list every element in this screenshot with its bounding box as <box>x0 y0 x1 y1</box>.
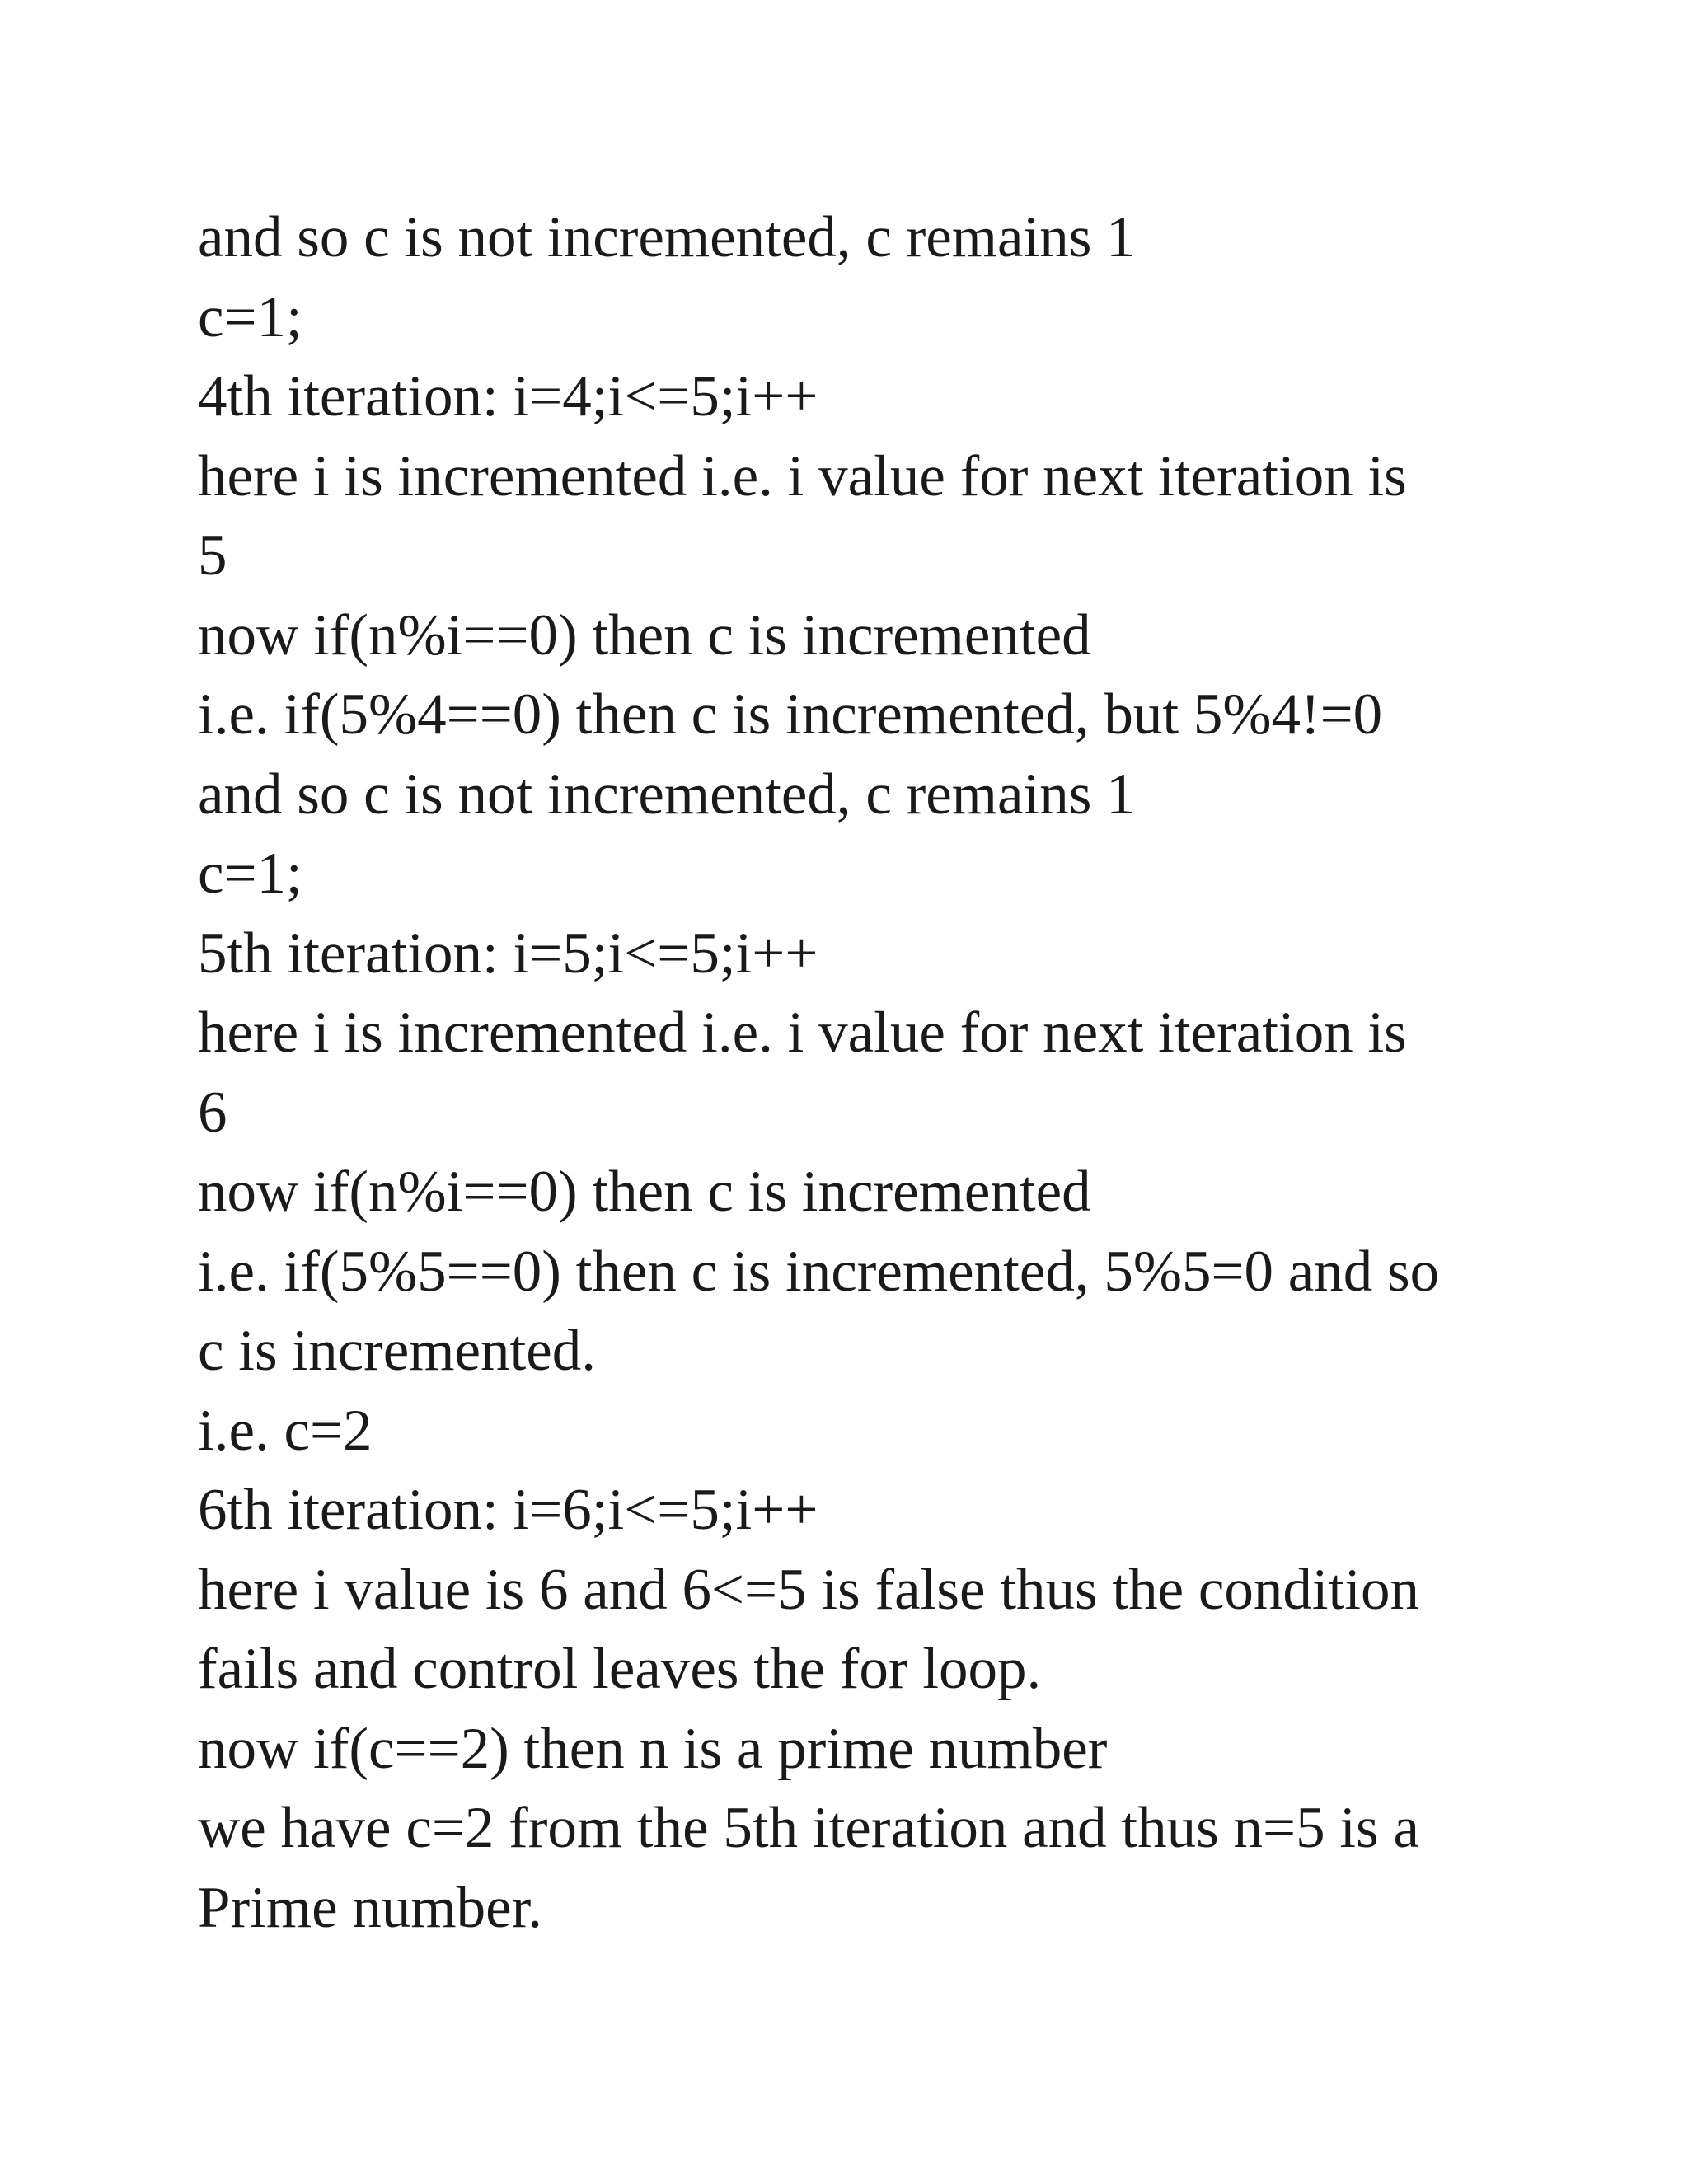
text-line: 6th iteration: i=6;i<=5;i++ <box>198 1478 818 1542</box>
text-line: 4th iteration: i=4;i<=5;i++ <box>198 364 818 429</box>
document-body <box>198 198 1599 1947</box>
text-line: here i is incremented i.e. i value for next iteration is <box>198 443 1407 509</box>
text-line: c=1; <box>198 284 302 349</box>
text-line: here i is incremented i.e. i value for next iteration is <box>198 1001 1407 1065</box>
text-line: now if(n%i==0) then c is incremented <box>198 1160 1091 1224</box>
text-line: i.e. if(5%5==0) then c is incremented, 5%5=0 and so <box>198 1239 1440 1304</box>
text-line: 5 <box>198 523 227 588</box>
text-line: fails and control leaves the for loop. <box>198 1637 1042 1701</box>
text-line: 6 <box>198 1080 227 1145</box>
text-line: c=1; <box>198 841 302 906</box>
text-line: here i value is 6 and 6<=5 is false thus the condition <box>198 1557 1420 1622</box>
text-line: now if(n%i==0) then c is incremented <box>198 602 1091 668</box>
text-line: i.e. if(5%4==0) then c is incremented, but 5%4!=0 <box>198 682 1383 747</box>
text-line: c is incremented. <box>198 1319 596 1383</box>
text-line: i.e. c=2 <box>198 1398 373 1463</box>
text-line: now if(c==2) then n is a prime number <box>198 1716 1108 1781</box>
text-line: and so c is not incremented, c remains 1 <box>198 205 1136 269</box>
text-line: we have c=2 from the 5th iteration and thus n=5 is a <box>198 1796 1419 1860</box>
text-line: 5th iteration: i=5;i<=5;i++ <box>198 921 818 986</box>
text-line: and so c is not incremented, c remains 1 <box>198 762 1136 827</box>
text-line: Prime number. <box>198 1875 543 1940</box>
